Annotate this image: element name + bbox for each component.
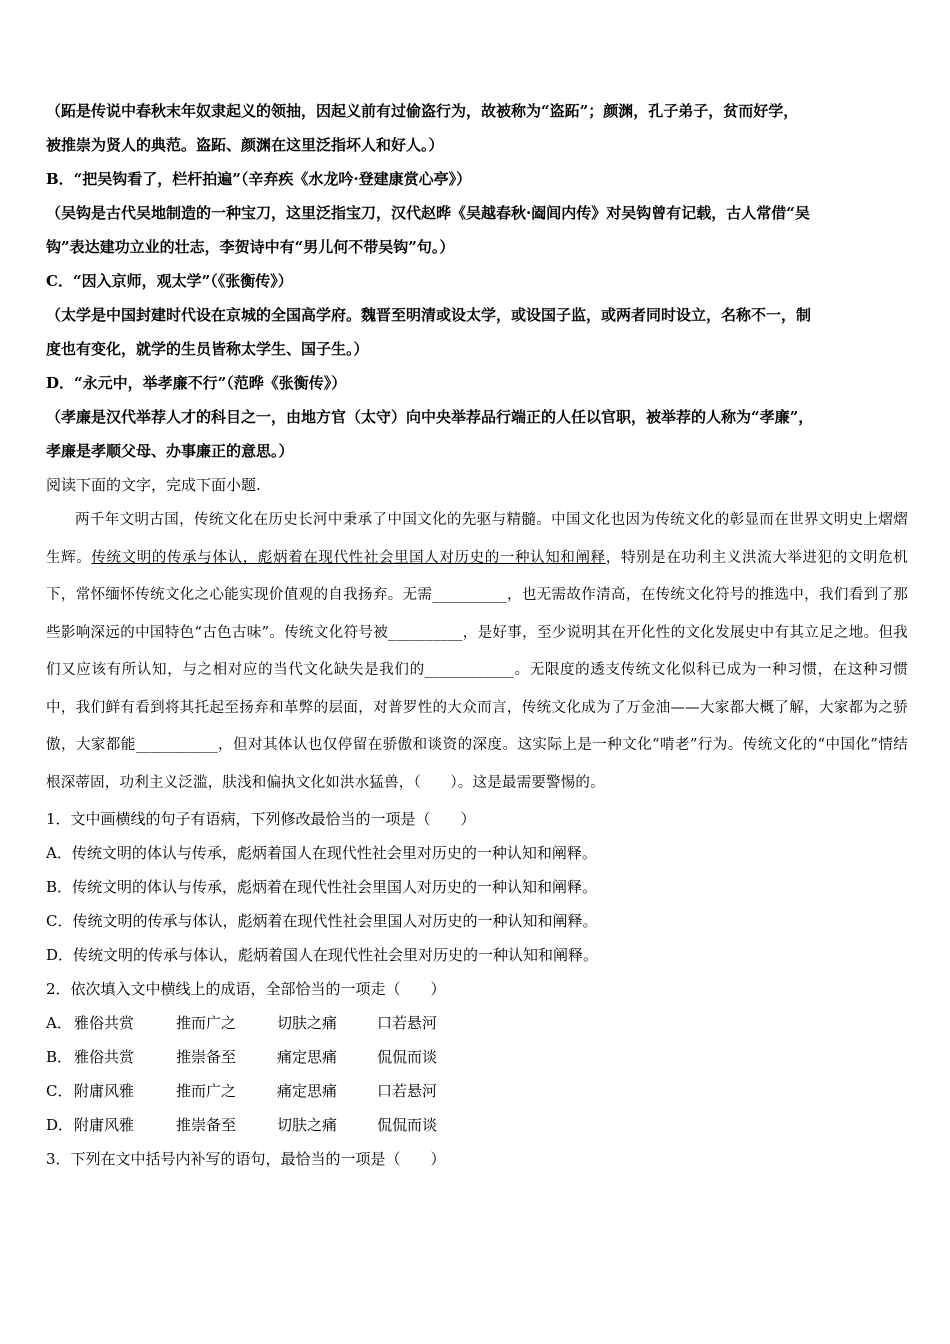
option-c: C．“因入京师，观太学”（《张衡传》） — [46, 272, 293, 290]
option-d-note-line-1: （孝廉是汉代举荐人才的科目之一，由地方官（太守）向中央举荐品行端正的人任以官职，被举荐的人称为“孝廉”， — [46, 408, 814, 426]
idiom-3: 痛定思痛 — [277, 1048, 338, 1066]
underlined-sentence: 传统文明的传承与体认，彪炳着在现代性社会里国人对历史的一种认知和阐释 — [91, 549, 606, 566]
option-label: D． — [46, 1116, 74, 1134]
option-c-note-line-2: 度也有变化，就学的生员皆称太学生、国子生。） — [46, 340, 369, 358]
idiom-4: 口若悬河 — [377, 1082, 438, 1100]
question-1-option-d[interactable] — [46, 938, 908, 972]
option-label: A． — [46, 1014, 72, 1032]
idiom-1: 雅俗共赏 — [74, 1014, 135, 1032]
option-b-note-line-2: 钩”表达建功立业的壮志，李贺诗中有“男儿何不带吴钩”句。） — [46, 238, 455, 256]
option-d-note-line-2: 孝廉是孝顺父母、办事廉正的意思。） — [46, 442, 294, 460]
reading-passage — [46, 502, 908, 802]
option-label: C． — [46, 1082, 73, 1100]
option-text: 传统文明的体认与传承，彪炳着国人在现代性社会里对历史的一种认知和阐释。 — [71, 844, 597, 862]
option-b: B．“把吴钩看了，栏杆拍遍”（辛弃疾《水龙吟·登建康赏心亭》） — [46, 170, 472, 188]
question-2-option-a[interactable] — [46, 1006, 908, 1040]
question-1-stem: 1．文中画横线的句子有语病，下列修改最恰当的一项是（ ） — [46, 810, 476, 828]
idiom-2: 推而广之 — [176, 1082, 237, 1100]
idiom-1: 附庸风雅 — [74, 1082, 135, 1100]
idiom-2: 推崇备至 — [176, 1116, 237, 1134]
idiom-1: 雅俗共赏 — [74, 1048, 135, 1066]
option-text: 传统文明的传承与体认，彪炳着国人在现代性社会里对历史的一种认知和阐释。 — [73, 946, 599, 964]
question-2-stem: 2．依次填入文中横线上的成语，全部恰当的一项走（ ） — [46, 980, 446, 998]
option-b-note-line-1: （吴钩是古代吴地制造的一种宝刀，这里泛指宝刀，汉代赵晔《吴越春秋·阖闾内传》对吴钩曾有记载，古人常借“吴 — [46, 204, 810, 222]
option-d: D．“永元中，举孝廉不行”（范晔《张衡传》） — [46, 374, 347, 392]
option-text: 传统文明的体认与传承，彪炳着在现代性社会里国人对历史的一种认知和阐释。 — [72, 878, 598, 896]
question-2-option-b[interactable] — [46, 1040, 908, 1074]
passage-part-1: 两千年文明古国，传统文化在历史长河中秉承了中国文化的先驱与精髓。中国文化也因为传统文化的彰显而在世界文明史上熠熠生辉。 — [46, 512, 908, 566]
idiom-3: 切肤之痛 — [277, 1014, 338, 1032]
option-text: 传统文明的传承与体认，彪炳着在现代性社会里国人对历史的一种认知和阐释。 — [72, 912, 598, 930]
option-c-note-line-1: （太学是中国封建时代设在京城的全国高学府。魏晋至明清或设太学，或设国子监，或两者同时设立，名称不一，制 — [46, 306, 812, 324]
option-label: B． — [46, 878, 73, 896]
option-label: A． — [46, 844, 72, 862]
question-3-stem: 3．下列在文中括号内补写的语句，最恰当的一项是（ ） — [46, 1150, 446, 1168]
idiom-4: 侃侃而谈 — [377, 1116, 438, 1134]
question-1-option-b[interactable] — [46, 870, 908, 904]
idiom-4: 口若悬河 — [377, 1014, 438, 1032]
idiom-3: 痛定思痛 — [277, 1082, 338, 1100]
idiom-3: 切肤之痛 — [277, 1116, 338, 1134]
option-label: B． — [46, 1048, 73, 1066]
option-a-note-line-1: （跖是传说中春秋末年奴隶起义的领抽，因起义前有过偷盗行为，故被称为“盗跖”；颜渊，孔子弟子，贫而好学， — [46, 102, 799, 120]
question-1-option-a[interactable] — [46, 836, 908, 870]
idiom-2: 推崇备至 — [176, 1048, 237, 1066]
option-label: C． — [46, 912, 73, 930]
idiom-1: 附庸风雅 — [74, 1116, 135, 1134]
question-2-option-d[interactable] — [46, 1108, 908, 1142]
option-a-note-line-2: 被推崇为贤人的典范。盗跖、颜渊在这里泛指坏人和好人。） — [46, 136, 444, 154]
passage-part-2: ，特别是在功利主义洪流大举进犯的文明危机下，常怀缅怀传统文化之心能实现价值观的自我扬弃。无需__________，也无需故作清高，在传统文化符号的推选中，我们看到了那些影响深远的中国特色“古色古味”。传统文化符号被__________，是好事，至少说明其在开化性的文化发展史中有其立足之地。但我们又应该有所认知，与之相对应的当代文化缺失是我们的____________。无限度的透支传统文化似科已成为一种习惯，在这种习惯中，我们鲜有看到将其托起至扬弃和革弊的层面，对普罗性的大众而言，传统文化成为了万金油——大家都大概了解，大家都为之骄傲，大家都能___________，但对其体认也仅停留在骄傲和谈资的深度。这实际上是一种文化“啃老”行为。传统文化的“中国化”情结根深蒂固，功利主义泛滥，肤浅和偏执文化如洪水猛兽，（ ）。这是最需要警惕的。 — [46, 549, 909, 791]
option-label: D． — [46, 946, 74, 964]
idiom-2: 推而广之 — [176, 1014, 237, 1032]
document-page — [46, 94, 908, 1176]
question-1-option-c[interactable] — [46, 904, 908, 938]
idiom-4: 侃侃而谈 — [377, 1048, 438, 1066]
question-2-option-c[interactable] — [46, 1074, 908, 1108]
reading-instruction: 阅读下面的文字，完成下面小题. — [46, 476, 261, 494]
